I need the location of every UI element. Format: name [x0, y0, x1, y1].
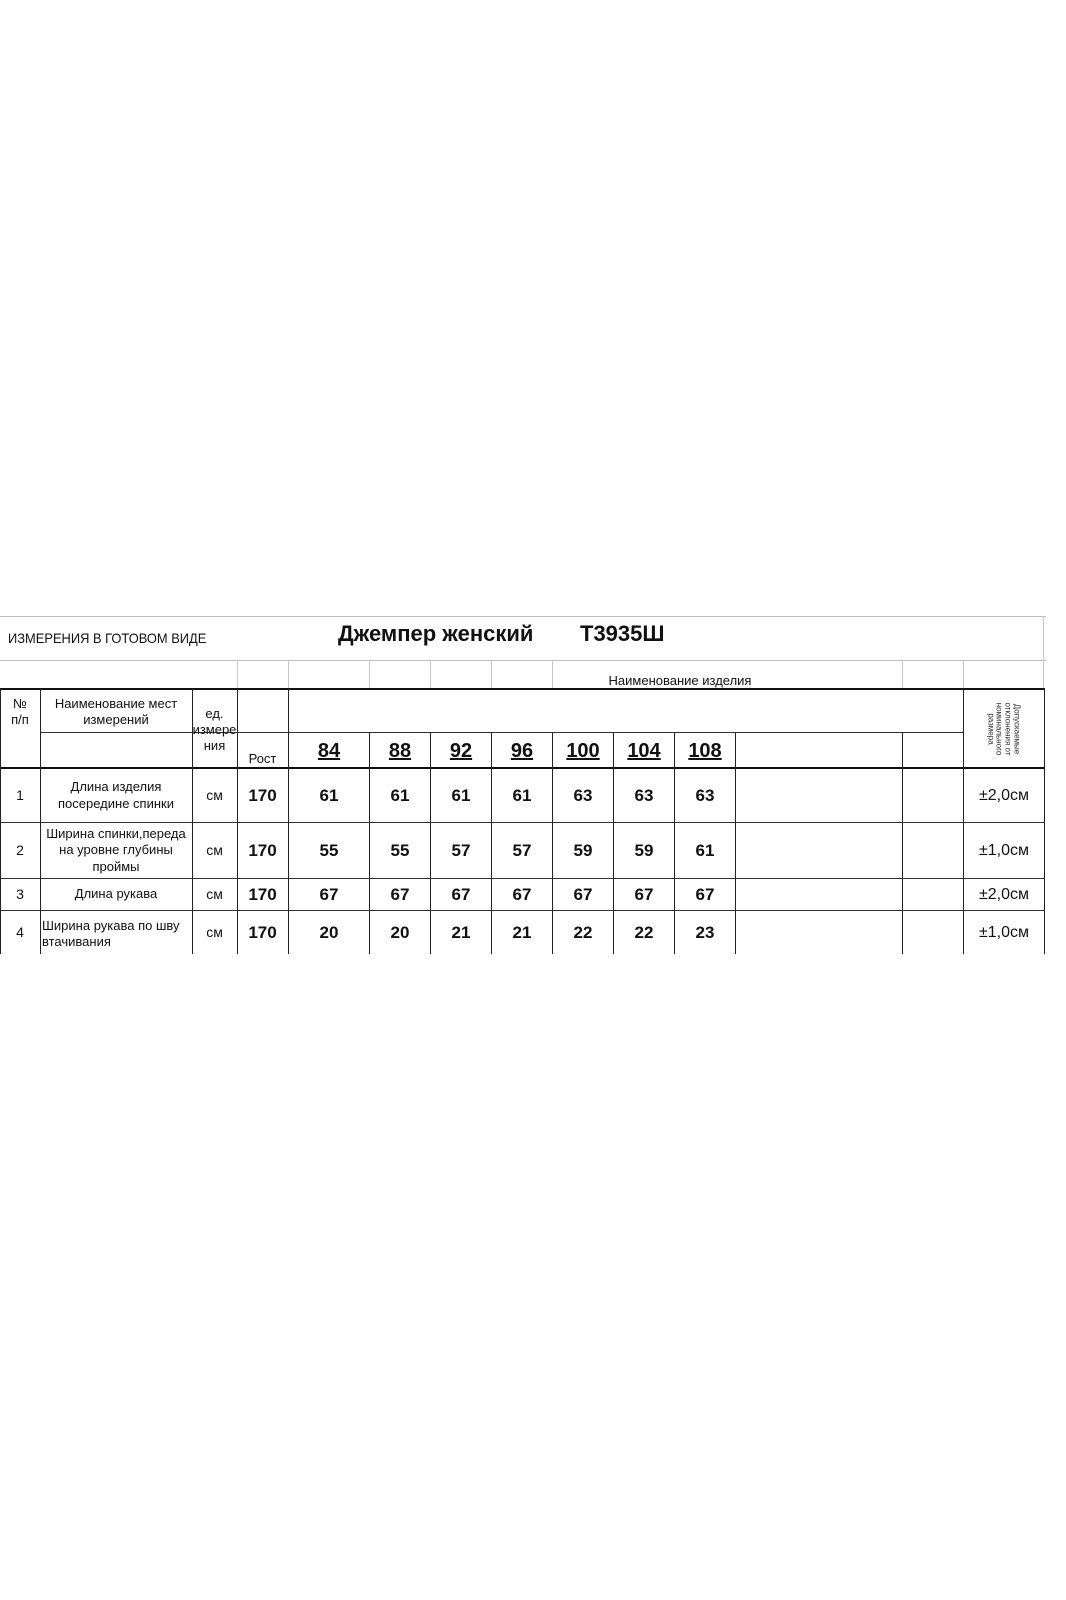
row-4-number: 4	[16, 924, 24, 941]
row-3-number: 3	[16, 885, 24, 902]
row-2-size-104: 59	[634, 840, 654, 860]
row-4-name: Ширина рукава по шву втачивания	[42, 917, 180, 949]
size-100: 100	[566, 739, 600, 762]
row-4-size-88: 20	[390, 923, 410, 943]
row-2-size-84: 55	[319, 840, 339, 860]
row-4-size-104: 22	[634, 923, 654, 943]
row-3-size-92: 67	[451, 884, 471, 904]
row-3-unit: см	[206, 885, 223, 902]
row-1-tolerance: ±2,0см	[978, 786, 1030, 804]
row-4-height: 170	[248, 923, 277, 943]
row-3-size-100: 67	[573, 884, 593, 904]
col-name-header: Наименование мест измерений	[54, 695, 178, 727]
row-4-size-96: 21	[512, 923, 532, 943]
row-3-size-104: 67	[634, 884, 654, 904]
row-2-size-92: 57	[451, 840, 471, 860]
size-92: 92	[449, 739, 473, 762]
row-3-size-84: 67	[319, 884, 339, 904]
row-1-size-100: 63	[573, 785, 593, 805]
row-4-size-92: 21	[451, 923, 471, 943]
row-3-size-108: 67	[695, 884, 715, 904]
row-2-size-96: 57	[512, 840, 532, 860]
row-1-size-96: 61	[512, 785, 532, 805]
tolerance-header-text: Допускаемые отклонения от номинального размера	[986, 702, 1022, 756]
row-2-number: 2	[16, 841, 24, 858]
row-2-size-100: 59	[573, 840, 593, 860]
size-104: 104	[627, 739, 661, 762]
size-84: 84	[317, 739, 341, 762]
product-group-label: Наименование изделия	[608, 672, 752, 688]
col-unit-header: ед. измере ния	[192, 705, 237, 754]
measurement-sheet	[0, 616, 1066, 956]
product-name: Джемпер женский	[338, 621, 534, 646]
row-3-tolerance: ±2,0см	[978, 885, 1030, 903]
row-4-unit: см	[206, 924, 223, 941]
row-1-unit: см	[206, 786, 223, 803]
row-2-name: Ширина спинки,переда на уровне глубины проймы	[46, 826, 186, 874]
size-96: 96	[510, 739, 534, 762]
product-code: Т3935Ш	[580, 621, 665, 646]
row-1-size-108: 63	[695, 785, 715, 805]
sheet-title: ИЗМЕРЕНИЯ В ГОТОВОМ ВИДЕ	[8, 630, 207, 646]
row-1-name: Длина изделия посередине спинки	[58, 779, 174, 811]
row-2-size-88: 55	[390, 840, 410, 860]
row-1-size-88: 61	[390, 785, 410, 805]
size-88: 88	[388, 739, 412, 762]
row-1-height: 170	[248, 785, 277, 805]
row-2-height: 170	[248, 840, 277, 860]
row-1-size-104: 63	[634, 785, 654, 805]
row-4-size-108: 23	[695, 923, 715, 943]
row-1-number: 1	[16, 786, 24, 803]
col-height-header: Рост	[248, 750, 277, 766]
row-1-size-92: 61	[451, 785, 471, 805]
col-number-header: № п/п	[11, 695, 29, 727]
row-4-size-84: 20	[319, 923, 339, 943]
row-2-tolerance: ±1,0см	[978, 841, 1030, 859]
row-2-size-108: 61	[695, 840, 715, 860]
row-3-size-88: 67	[390, 884, 410, 904]
row-3-name: Длина рукава	[74, 886, 158, 902]
row-3-size-96: 67	[512, 884, 532, 904]
row-4-size-100: 22	[573, 923, 593, 943]
row-2-unit: см	[206, 841, 223, 858]
col-tolerance-header	[966, 692, 1040, 766]
row-4-tolerance: ±1,0см	[978, 924, 1030, 941]
row-3-height: 170	[248, 884, 277, 904]
row-1-size-84: 61	[319, 785, 339, 805]
size-108: 108	[688, 739, 722, 762]
